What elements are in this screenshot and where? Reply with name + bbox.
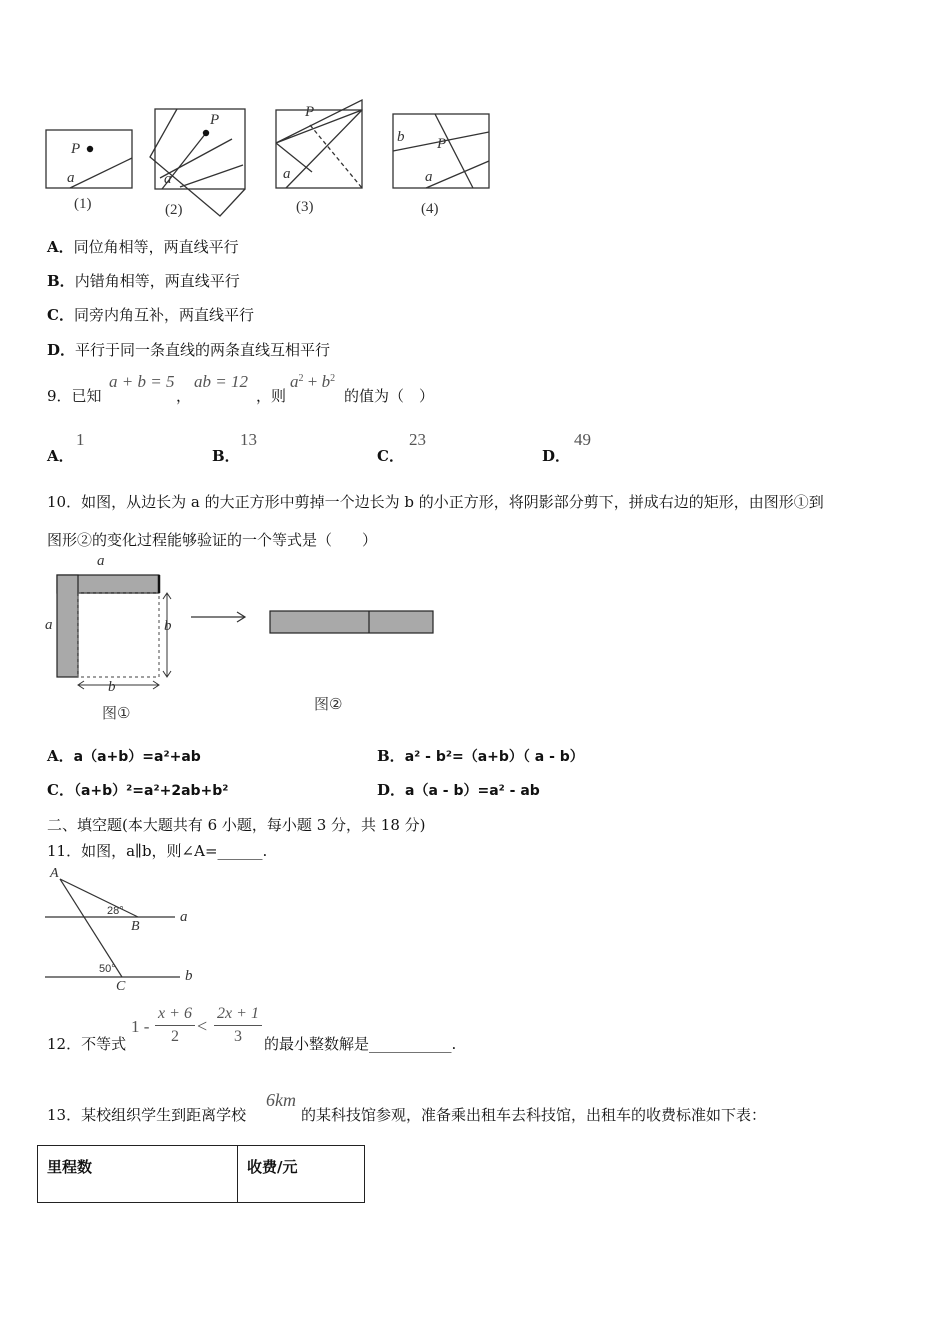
q12-fraction2 [214,1005,262,1046]
q12-suffix: 的最小整数解是___________. [264,1035,457,1053]
q13-prefix: 13．某校组织学生到距离学校 [47,1106,247,1124]
fig1-label-bottom-b: b [108,679,116,695]
q13-suffix: 的某科技馆参观，准备乘出租车去科技馆，出租车的收费标准如下表： [301,1106,767,1124]
fig4-label-p: P [437,136,447,152]
q9-option-b-value: 13 [240,430,257,449]
fraction-numerator: 2x + 1 [217,1005,259,1022]
q11-label-a: a [180,909,188,925]
fig4-caption: (4) [421,201,439,217]
fig2-caption: (2) [165,202,183,218]
q9-expression [290,372,335,392]
q11-angle-28: 28° [107,905,124,917]
q8-option-c[interactable] [47,304,254,325]
fig1-label-p: P [71,141,81,157]
q11-label-B: B [131,919,140,934]
q11-label-A: A [50,866,59,881]
fig4-label-b: b [397,129,405,145]
q9-option-a-letter[interactable]: A． [47,447,74,465]
q11-label-b: b [185,968,193,984]
q9-mid: ，则 [256,387,287,405]
option-text: a（a - b）=a² - ab [405,783,540,799]
fig1-label-right-b: b [164,618,172,634]
fig1-label-left-a: a [45,617,53,633]
q9-option-a-value: 1 [76,430,85,449]
option-letter: C． [47,781,74,799]
q8-option-d[interactable] [47,339,330,360]
option-text: 平行于同一条直线的两条直线互相平行 [75,341,331,359]
fraction-denominator: 2 [171,1028,179,1045]
q8-option-a[interactable] [47,236,239,257]
fraction-numerator: x + 6 [158,1005,192,1022]
option-text: （a+b）²=a²+2ab+b² [73,783,229,799]
q10-option-c[interactable] [47,779,228,800]
fig2-label-a: a [164,171,172,187]
option-letter: B． [47,272,75,290]
option-text: 同旁内角互补，两直线平行 [73,306,254,324]
q11-label-C: C [116,979,126,994]
expr-exp: 2 [330,373,336,384]
q9-option-b-letter[interactable]: B． [212,447,240,465]
q11-angle-50: 50° [99,963,116,975]
fig3-caption: (3) [296,199,314,215]
option-text: 同位角相等，两直线平行 [73,238,239,256]
option-letter: A． [47,747,74,765]
point-p-dot [87,146,93,152]
section-title: 二、填空题(本大题共有 6 小题，每小题 3 分，共 18 分) [47,816,426,834]
option-text: a（a+b）=a²+ab [73,749,201,765]
q12-fraction1 [155,1005,195,1046]
option-text: 内错角相等，两直线平行 [74,272,240,290]
expr-plus: + [303,372,322,391]
fraction-denominator: 3 [234,1028,242,1045]
option-text: a² - b²=（a+b）（ a - b） [404,749,584,765]
q10-option-a[interactable] [47,745,201,766]
q9-option-c-letter[interactable]: C． [377,447,404,465]
q12-lhs-const: 1 - [131,1017,150,1036]
option-letter: C． [47,306,74,324]
fig4-label-a: a [425,169,433,185]
expr-exp: 2 [298,373,304,384]
table-header-cell: 里程数 [38,1146,238,1203]
q10-arrow-and-figure2 [185,600,440,640]
q9-option-d-letter[interactable]: D． [542,447,571,465]
q9-prefix: 已知 [71,387,102,405]
fig1-label-a: a [67,170,75,186]
q10-stem-line1: 10．如图，从边长为 a 的大正方形中剪掉一个边长为 b 的小正方形，将阴影部分剪下，拼成右边的矩形，由图形①到 [47,493,824,511]
option-letter: B． [377,747,405,765]
expr-base: a [290,372,299,391]
fig3-label-a: a [283,166,291,182]
fare-table [37,1145,365,1203]
q10-stem-line2: 图形②的变化过程能够验证的一个等式是（ ） [47,531,378,549]
fig1-label-top-a: a [97,553,105,569]
option-letter: D． [47,341,76,359]
table-row [38,1146,365,1203]
q13-distance: 6km [266,1090,296,1110]
q9-sep: ， [176,387,192,405]
question-number: 9． [47,387,72,405]
q9-stem [47,385,102,406]
option-letter: D． [377,781,406,799]
option-letter: A． [47,238,74,256]
q9-cond1: a + b = 5 [109,372,175,391]
q10-option-b[interactable] [377,745,584,766]
expr-base: b [321,372,331,391]
q8-option-b[interactable] [47,270,240,291]
q9-suffix: 的值为（ ） [344,387,435,405]
q10-option-d[interactable] [377,779,540,800]
q12-prefix: 12．不等式 [47,1035,127,1053]
fig1-caption: 图① [102,704,131,722]
fig3-label-p: P [305,104,315,120]
fig1-caption: (1) [74,196,92,212]
point-p-dot [203,130,209,136]
q12-relation: < [197,1016,208,1036]
q11-stem: 11．如图，a∥b，则∠A=______. [47,842,268,860]
fig2-label-p: P [210,112,220,128]
q10-figure1 [40,565,180,695]
q9-option-c-value: 23 [409,430,426,449]
fig2-caption: 图② [314,695,343,713]
table-header-cell: 收费/元 [238,1146,365,1203]
q9-cond2: ab = 12 [194,372,248,391]
q9-option-d-value: 49 [574,430,591,449]
